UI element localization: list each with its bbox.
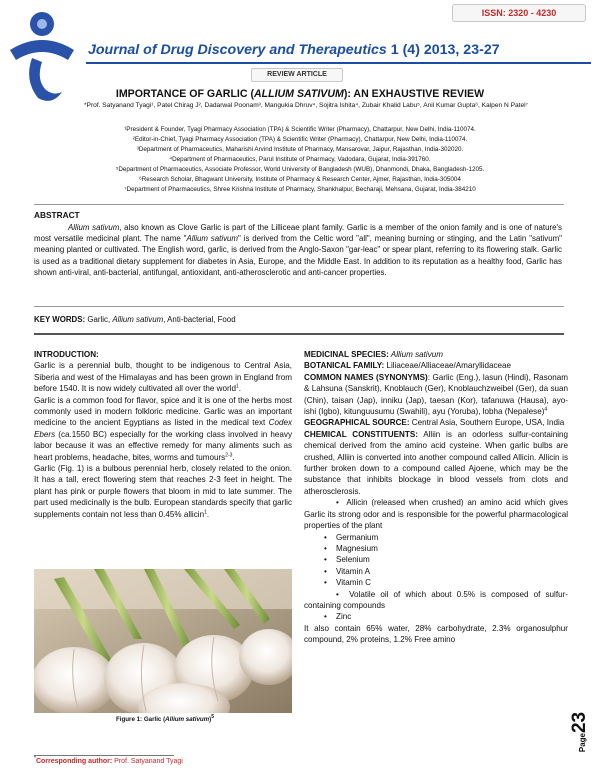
affiliation-2: ²Editor-in-Chief, Tyagi Pharmacy Association (TPA) & Scientific Writer (Pharmacy), Chattarpur, New Delhi, India-110074.: [132, 136, 468, 143]
keywords-part: Garlic,: [85, 315, 113, 324]
family-value: Liliaceae/Alliaceae/Amaryllidaceae: [384, 361, 512, 371]
mineral-list: [304, 532, 568, 589]
article-title: [0, 88, 600, 100]
right-column: [304, 349, 568, 646]
keywords-part-end: , Anti-bacterial, Food: [163, 315, 236, 324]
title-species: ALLIUM SATIVUM: [253, 88, 344, 100]
allicin-text: Allicin (released when crushed) an amino acid which gives Garlic its strong odor and is responsible for the powerful pharmacological properties of the plant: [304, 498, 568, 531]
p2-rest: (ca.1550 BC) especially for the working class involved in heavy labor because it was an effective remedy for many aliments such as heart problems, headache, bites, worms and tumours: [34, 429, 292, 462]
caption-part: Figure 1: Garlic (: [115, 716, 166, 723]
chemical-constituents: [304, 429, 568, 497]
list-item: • Vitamin C: [304, 577, 568, 588]
journal-title: Journal of Drug Discovery and Therapeutics: [88, 42, 387, 58]
keywords-label: KEY WORDS:: [34, 315, 86, 324]
journal-issue: 1 (4) 2013, 23-27: [390, 42, 500, 58]
species-label: MEDICINAL SPECIES:: [304, 350, 389, 359]
geo-source: [304, 417, 568, 428]
geo-value: Central Asia, Southern Europe, USA, India: [409, 418, 565, 428]
left-column: [34, 349, 292, 520]
title-part-end: ): AN EXHAUSTIVE REVIEW: [343, 88, 485, 100]
divider: [34, 306, 564, 307]
figure-caption: [0, 713, 330, 723]
page-number: [569, 697, 600, 767]
zinc-list: [304, 611, 568, 622]
affiliation-3: ³Department of Pharmaceutics, Maharishi Arvind Institute of Pharmacy, Mansarovar, Jaipur, Rajasthan, India-302020.: [136, 146, 464, 153]
abstract-species-2: Allium sativum: [186, 234, 238, 244]
list-item: • Vitamin A: [304, 566, 568, 577]
caption-species: Allium sativum: [165, 716, 210, 723]
p2-ref: 2-3: [225, 451, 233, 458]
chem-value: Alliin is an odorless sulfur-containing chemical derived from the amino acid cysteine. When garlic bulbs are crushed, Alliin is converted into another compound called Allicin. Allicin is further broken down to a compound called Ajoene, which may be the substance that inhibits blockage in blood vessels from clots and atherosclerosis.: [304, 429, 568, 496]
keywords-species: Allium sativum: [112, 315, 164, 324]
corresponding-label: Corresponding author:: [35, 758, 113, 765]
p2-text: Garlic is a common food for flavor, spice and it is one of the herbs most commonly used in modern folkloric medicine. Garlic was an important medicine to the ancient Egyptians as listed in the medical text: [34, 395, 292, 428]
p1-text: Garlic is a perennial bulb, thought to be indigenous to Central Asia, Siberia and west of the Himalayas and has been grown in England from before 1540. It is now widely cultivated all over the world: [34, 361, 292, 394]
abstract-part-1: , also known as Clove Garlic is part of the Lilliceae plant family. Garlic is a member of the onion family and is one of nature's most versatile medicinal plant. The name ": [34, 223, 562, 244]
intro-heading: INTRODUCTION:: [34, 350, 99, 359]
page-word: Page: [578, 733, 588, 753]
author-list: *Prof. Satyanand Tyagi¹, Patel Chirag J², Dadarwal Poonam³, Mangukia Dhruv⁴, Sojitra Ishita⁴, Zubair Khalid Labu⁵, Anil Kumar Gupta⁶, Kalpen N Patel⁷: [83, 102, 529, 109]
intro-paragraph-2: Garlic is a common food for flavor, spice and it is one of the herbs most commonly used in modern folkloric medicine. Garlic was an important medicine to the ancient Egyptians as listed in the medical text Codex Ebers (ca.1550 BC) especially for the working class involved in heavy labor because it was an effective remedy for many aliments such as heart problems, headache, bites, worms and tumours$^{2-3}$.: [34, 395, 292, 462]
corresponding-name: Prof. Satyanand Tyagi: [112, 758, 183, 765]
keywords: [34, 315, 564, 324]
affiliation-7: ⁷Department of Pharmaceutics, Shree Krishna Institute of Pharmacy, Shankhalpur, Becharaji, Mehsana, Gujarat, India-384210: [124, 186, 476, 193]
affiliation-5: ⁵Department of Pharmaceutics, Associate Professor, World University of Bangladesh (WUB), Dhanmondi, Dhaka, Bangladesh-1205.: [115, 166, 485, 173]
p2-italic: Codex Ebers: [34, 418, 292, 439]
footnote-rule: [34, 755, 174, 756]
list-item: • Zinc: [304, 611, 568, 622]
p3-ref: 1: [204, 509, 207, 515]
family-line: [304, 360, 568, 371]
affiliation-1: ¹President & Founder, Tyagi Pharmacy Association (TPA) & Scientific Writer (Pharmacy), Chattarpur, New Delhi, India-110074.: [124, 126, 476, 133]
volatile-oil-text: Volatile oil of which about 0.5% is composed of sulfur-containing compounds: [304, 589, 568, 610]
abstract-species: Allium sativum: [68, 223, 120, 232]
geo-label: GEOGRAPHICAL SOURCE:: [304, 418, 410, 428]
page-num: 23: [569, 711, 591, 734]
caption-ref: 5: [211, 713, 215, 720]
volatile-oil-bullet: • Volatile oil of which about 0.5% is composed of sulfur-containing compounds: [304, 589, 568, 610]
list-item: • Selenium: [304, 554, 568, 565]
divider: [34, 204, 564, 205]
affiliation-6: ⁶Research Scholar, Bhagwant University, Institute of Pharmacy & Research Center, Ajmer, Rajasthan, India-305004: [139, 176, 461, 183]
affiliation-4: ⁴Department of Pharmaceutics, Parul Institute of Pharmacy, Vadodara, Gujarat, India-391760.: [169, 156, 431, 163]
p1-ref: 1: [236, 383, 239, 390]
corresponding-author: *Corresponding author: Prof. Satyanand Tyagi: [34, 755, 183, 765]
issn-badge: ISSN: 2320 - 4230: [452, 4, 586, 22]
abstract-text: [34, 222, 562, 278]
intro-paragraph-1: Garlic is a perennial bulb, thought to be indigenous to Central Asia, Siberia and west of the Himalayas and has been grown in England from before 1540. It is now widely cultivated all over the world$^1$.: [34, 361, 292, 394]
garlic-photo: [34, 569, 292, 713]
species-value: Allium sativum: [388, 350, 443, 359]
title-part: IMPORTANCE OF GARLIC (: [115, 88, 254, 100]
p3-text: Garlic (Fig. 1) is a bulbous perennial herb, closely related to the onion. It has a tall, erect flowering stem that reaches 2-3 feet in height. The plant has pink or purple flowers that bloom in mid to late summer. The part used medicinally is the bulb. European standards specify that garlic supplements contain not less than 0.45% allicin: [34, 464, 292, 519]
common-ref: 4: [544, 406, 548, 413]
list-item: • Germanium: [304, 532, 568, 543]
common-label: COMMON NAMES (SYNONYMS): [304, 372, 428, 382]
common-value: : Garlic (Eng.), lasun (Hindi), Rasonam & Lahsuna (Sanskrit), Knoblauch (Ger), Knoblauchzweibel (Ger), da suan (Chin), taisan (Jap), inniku (Jap), taesan (Kor), tafanuwa (Hausa), ayo-ishi (Igbo), kitunguusumu (Swahili), ayu (Yoruba), lobha (Nepalese): [304, 372, 568, 417]
list-item: • Magnesium: [304, 543, 568, 554]
article-type-badge: REVIEW ARTICLE: [251, 68, 343, 82]
composition-paragraph: It also contain 65% water, 28% carbohydrate, 2.3% organosulphur compound, 2% proteins, 1.2% Free amino: [304, 623, 568, 645]
chem-label: CHEMICAL CONSTITUENTS:: [304, 429, 418, 439]
intro-paragraph-3: Garlic (Fig. 1) is a bulbous perennial herb, closely related to the onion. It has a tall, erect flowering stem that reaches 2-3 feet in height. The plant has pink or purple flowers that bloom in mid to late summer. The part used medicinally is the bulb. European standards specify that garlic supplements contain not less than 0.45% allicin$^1$.: [34, 464, 292, 519]
journal-header: [88, 42, 593, 58]
caption-part-end: ): [209, 716, 212, 723]
common-names: [304, 372, 568, 418]
divider: [34, 333, 564, 335]
header-rule: [86, 62, 591, 64]
abstract-heading: ABSTRACT: [34, 210, 80, 220]
allicin-bullet: • Allicin (released when crushed) an amino acid which gives Garlic its strong odor and is responsible for the powerful pharmacological properties of the plant: [304, 498, 568, 531]
family-label: BOTANICAL FAMILY:: [304, 361, 385, 371]
abstract-part-2: " is derived from the Celtic word "all", meaning burning or stinging, and the Latin "sativum" meaning planted or cultivated. The English word, garlic, is derived from the Anglo-Saxon "gar-leac" or spear plant, referring to its flowering stalk. Garlic is used as a traditional dietary supplement for diabetes in Asia, Europe, and the Middle East. In addition to its reputation as a healthy food, Garlic has shown anti-viral, anti-bacterial, antifungal, antioxidant, anti-atherosclerotic and anti-cancer properties.: [34, 234, 562, 277]
species-line: [304, 349, 568, 360]
